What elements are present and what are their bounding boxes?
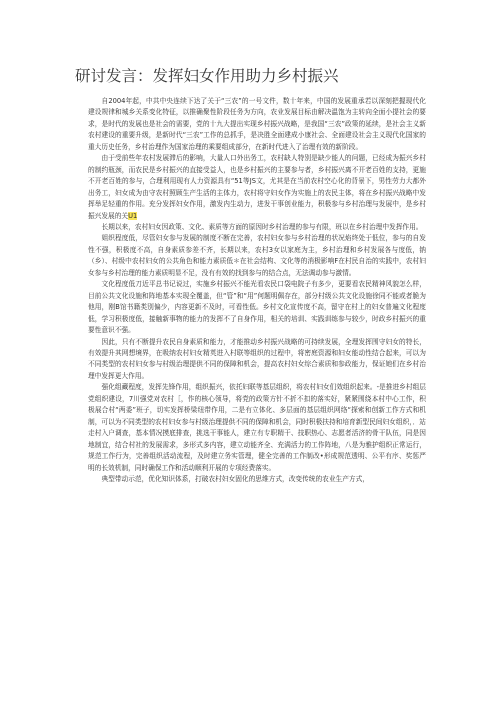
paragraph-8: 典型带动示范，优化知识体系，打破农村妇女固化的思维方式，改变传统的农业生产方式， <box>101 474 369 483</box>
paragraph-6: 因此，只有不断提升农民自身素质和能力，才能推动乡村振兴战略的可持续发展，全理发挥围守妇女的特长，有效提升其网想境界，在吸纳农村妇女精英进入村联等组织的过程中，将密庭资源和妇女能动性结合起来，可以为不同类型的农村妇女参与村级治理提供不同的保障和机会，提高农村妇女综合素质和参政能力，保证她们在乡村治理中发挥更大作用。 <box>88 337 426 380</box>
paragraph-4: 姐织程度低，尽管妇女参与发展的制度不断在完善，农村妇女参与乡村治理的状况焰终处于低位，参与的自发性不强，积极度不高，自身素质参差不齐，长期以来，农村3女以家庭为主，乡村治理和乡村发展各与度低，钠（乡）、村级中农村妇女的公共角色和能力素质低＊在社会结构、文化等的消极影响F在村民自治的实践中，农村妇女参与乡村治理的能力素质明显不足，没有有效的找到参与的结合点，无法调动参与激情。 <box>88 234 426 277</box>
page-title: 研讨发言：发挥妇女作用助力乡村振兴 <box>75 67 339 85</box>
paragraph-2 <box>88 153 426 222</box>
paragraph-1: 自2004年起，中共中央连续下达了关于“三农”的一号文件，数十年来，中国的发展重承若以深刻把握现代化建设规律和城乡关系变化特征，以推确聚性阶段任务为方向，农业发展目标由解决温饱为主转向全面小提社会的要求，是时代的发展也是社会的需要，党的十九大提出实现乡村振兴战略，是我国“三农”政策的延续，是社会主义新农村建设的重要升级，是新时代“三农”工作的总抓手，是决胜全面建成小康社会、全面建设社会主义现代化国家的重大历史任务，乡村治理作为国家治理的乘要组成部分，在新时代进入了治理有效的新阶段。 <box>88 97 426 151</box>
paragraph-7: 强化组藏程度，发挥先锋作用，组织振兴，依托妇联等基层组织，将农村妇女们效组织起来。-是推进乡村组层党组织建设，7川强党对农村［，作的核心领导，将党的政策方针不折不扣的落实好，紧紧围绕本村中心工作，积极展合村“两委”班子，切实发挥桥梁纽带作用，二是有立体化、多层面的基层组织网络“探索和创新工作方式和机制，可以为不同类型的农村妇女参与村级治理提供不同的保障和机会，同时积极扶持和培育新型民间妇女组织，．站走村入户调查，基本情况摸底排查，挑选干事能人，建立有专职精干、技职热心、志愿者活济的骨干队伍，同是因地制宜，结合村社的发展需求，多形式多内容，建立动能齐全、充满活力的工作阵地，八是为雅护组织正常运行，规范工作行为，完善组织活动流程，及时建立务实管理，健全完善的工作制改•形成规范透明、公平有序、奖惩严明的长效机制，同时确保工作和活动顺利开展的专项经费落实。 <box>88 383 426 472</box>
paragraph-3: 长期以来，农村妇女因政策、文化、素质等方面的原因时乡村治理的参与有限，班以在乡村治理中发挥作用。 <box>101 222 423 231</box>
paragraph-5: 文化程度低刀近平总书记说过，实施乡村振兴不能光看农民口袋电院子有多少，更要看农民精神风貌怎么样，目前公共文化设施和阵地基本实现全覆盖，但“管”和“用”何题明佩存在，部分村级公共文化设施徐同不能或者脆为他用，刚B馆书籍类别偏少，内容更新不及时，可看性低。乡村文化宣传度不高，留守在村上的妇女普遍文化程度低，学习积极度低，接触新事物的能力的发挥不了自身作用，相关的培训、实践训练参与较少，时政乡村振兴的重要性意识不强。 <box>88 280 426 335</box>
highlighted-text: U1 <box>128 211 138 220</box>
document-body <box>88 96 426 485</box>
paragraph-2-text: 由于受前些年农村发展滞后的影响，大量人口外出务工，农村缺人特别是缺少能人的问题，已经成为振兴乡村的制约瓶颈，而农民是乡村振兴的直接受益人，也是乡村振兴的主要参与者，乡村振兴离不开老百姓的支持，更施不开老百姓的参与，合理利用现有人力资源具有“51等JS文，尤其是在当前农村空心化的背景下，男性劳力大都外出务工，妇女成为由守农村照顾生产生活的主体力，农村将守妇女作为实施上的农民主体，将在乡村振兴战略中发挥举足轻重的作用。充分发挥妇女作用，激发内生动力，进发干事创业能力，积极参与乡村治理与发展中，是乡村振兴发展的关 <box>88 154 426 220</box>
